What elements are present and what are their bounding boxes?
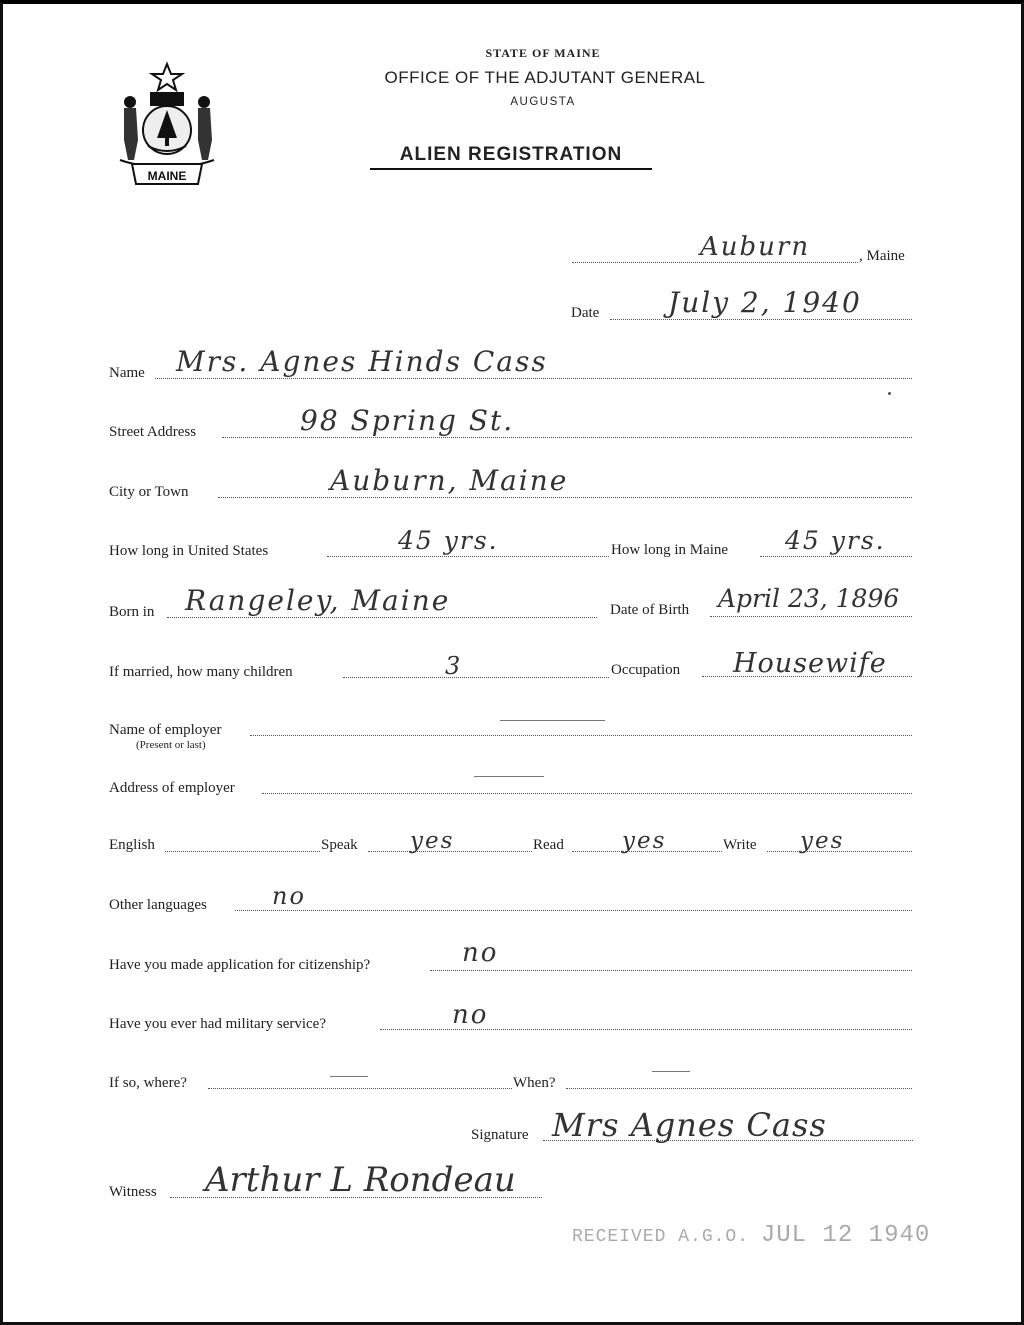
years-maine-line bbox=[760, 556, 912, 557]
dob-line bbox=[710, 616, 912, 617]
occupation-label: Occupation bbox=[611, 662, 681, 678]
born-in-line bbox=[167, 617, 597, 618]
employer-label: Name of employer bbox=[109, 722, 222, 738]
other-languages-value: no bbox=[272, 882, 306, 910]
speak-label: Speak bbox=[321, 837, 358, 853]
signature-value: Mrs Agnes Cass bbox=[552, 1106, 827, 1144]
military-value: no bbox=[452, 1000, 489, 1030]
dob-label: Date of Birth bbox=[610, 602, 690, 618]
children-label: If married, how many children bbox=[109, 664, 293, 680]
employer-address-line bbox=[262, 793, 912, 794]
city-heading: AUGUSTA bbox=[510, 96, 576, 108]
signature-label: Signature bbox=[471, 1127, 529, 1143]
write-label: Write bbox=[723, 837, 757, 853]
years-us-value: 45 yrs. bbox=[398, 526, 499, 555]
street-value: 98 Spring St. bbox=[300, 404, 515, 437]
citizenship-label: Have you made application for citizenship? bbox=[109, 957, 371, 973]
employer-address-dash bbox=[474, 776, 544, 777]
received-stamp-date: JUL 12 1940 bbox=[760, 1222, 931, 1249]
employer-line bbox=[250, 735, 912, 736]
date-value: July 2, 1940 bbox=[668, 286, 862, 319]
witness-value: Arthur L Rondeau bbox=[205, 1160, 516, 1200]
born-in-value: Rangeley, Maine bbox=[185, 584, 451, 617]
children-value: 3 bbox=[445, 652, 463, 680]
town-line bbox=[572, 262, 858, 263]
street-line bbox=[222, 437, 912, 438]
years-maine-value: 45 yrs. bbox=[785, 526, 886, 555]
state-seal-icon bbox=[112, 60, 222, 190]
received-stamp-text: RECEIVED A.G.O. bbox=[572, 1227, 750, 1247]
received-stamp bbox=[572, 1222, 930, 1249]
military-label: Have you ever had military service? bbox=[109, 1016, 326, 1032]
years-maine-label: How long in Maine bbox=[611, 542, 729, 558]
name-label: Name bbox=[109, 365, 145, 381]
office-heading: OFFICE OF THE ADJUTANT GENERAL bbox=[384, 68, 706, 87]
citizenship-line bbox=[430, 970, 912, 971]
where-line bbox=[208, 1088, 512, 1089]
occupation-value: Housewife bbox=[733, 648, 887, 679]
when-line bbox=[566, 1088, 912, 1089]
date-line bbox=[610, 319, 912, 320]
read-label: Read bbox=[533, 837, 564, 853]
years-us-line bbox=[327, 556, 609, 557]
name-line bbox=[155, 378, 912, 379]
other-languages-line bbox=[235, 910, 912, 911]
city-label: City or Town bbox=[109, 484, 189, 500]
employer-sublabel: (Present or last) bbox=[136, 739, 206, 751]
employer-address-label: Address of employer bbox=[109, 780, 235, 796]
english-line bbox=[165, 851, 320, 852]
other-languages-label: Other languages bbox=[109, 897, 207, 913]
read-value: yes bbox=[622, 828, 667, 854]
form-title: ALIEN REGISTRATION bbox=[370, 144, 652, 170]
street-label: Street Address bbox=[109, 424, 197, 440]
city-line bbox=[218, 497, 912, 498]
where-dash bbox=[330, 1076, 368, 1077]
english-label: English bbox=[109, 837, 155, 853]
town-label: , Maine bbox=[859, 248, 905, 264]
when-label: When? bbox=[513, 1075, 556, 1091]
years-us-label: How long in United States bbox=[109, 543, 269, 559]
state-heading: STATE OF MAINE bbox=[485, 46, 601, 60]
date-label: Date bbox=[571, 305, 600, 321]
children-line bbox=[343, 677, 609, 678]
dob-value: April 23, 1896 bbox=[718, 584, 900, 613]
when-dash bbox=[652, 1071, 690, 1072]
speak-value: yes bbox=[410, 828, 455, 854]
write-value: yes bbox=[800, 828, 845, 854]
employer-dash bbox=[500, 720, 605, 721]
born-in-label: Born in bbox=[109, 604, 155, 620]
seal-banner-text: MAINE bbox=[147, 169, 187, 183]
ink-dot bbox=[888, 392, 891, 395]
town-value: Auburn bbox=[700, 232, 811, 262]
witness-label: Witness bbox=[109, 1184, 157, 1200]
where-label: If so, where? bbox=[109, 1075, 187, 1091]
citizenship-value: no bbox=[462, 938, 499, 968]
name-value: Mrs. Agnes Hinds Cass bbox=[176, 345, 548, 378]
city-value: Auburn, Maine bbox=[330, 464, 569, 497]
